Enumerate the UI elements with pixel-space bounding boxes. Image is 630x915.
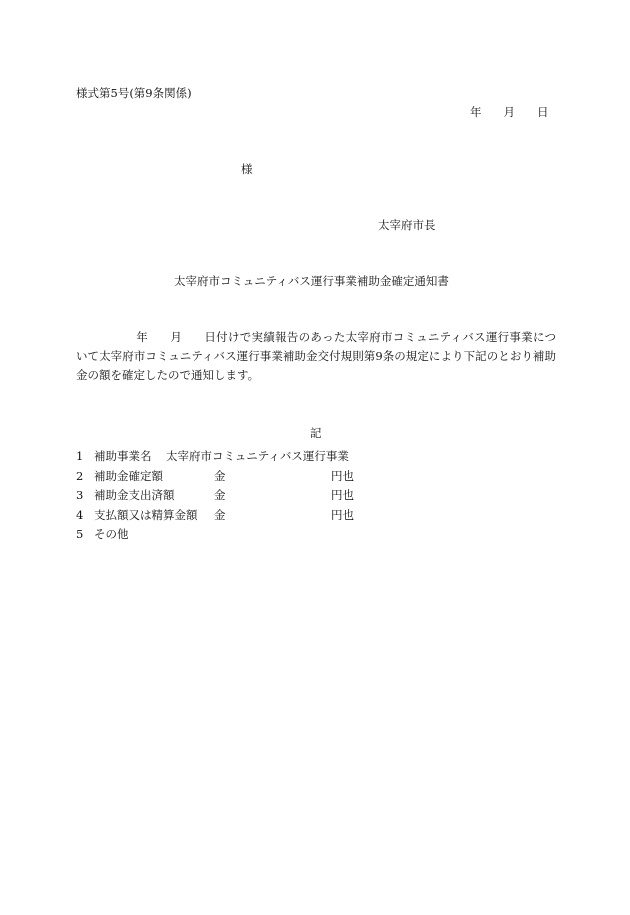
item-yen: 円也: [331, 468, 354, 483]
date-month-label: 月: [503, 105, 515, 119]
item-value: 太宰府市コミュニティバス運行事業: [166, 449, 349, 463]
item-number: 5: [76, 527, 84, 541]
item-label: 補助事業名: [94, 449, 152, 463]
item-label: 支払額又は精算金額: [94, 507, 198, 522]
form-number: 様式第5号(第9条関係): [76, 86, 192, 100]
list-item: [76, 467, 376, 487]
ki-heading: 記: [310, 426, 322, 440]
item-kin: 金: [214, 507, 226, 522]
item-kin: 金: [214, 468, 226, 483]
addressee-suffix: 様: [241, 162, 253, 176]
body-paragraph: [76, 328, 556, 385]
date-day-label: 日: [537, 105, 549, 119]
date-year-label: 年: [470, 105, 482, 119]
item-list: [76, 447, 376, 545]
body-month-label: 月: [170, 330, 183, 344]
item-label: 補助金確定額: [94, 468, 163, 483]
item-kin: 金: [214, 488, 226, 502]
issuer-name: 太宰府市長: [378, 218, 436, 232]
item-number: 1: [76, 449, 84, 463]
item-number: 3: [76, 488, 84, 502]
item-yen: 円也: [331, 488, 354, 502]
list-item: [76, 447, 376, 467]
body-year-label: 年: [136, 330, 149, 344]
document-title: 太宰府市コミュニティバス運行事業補助金確定通知書: [174, 274, 449, 288]
item-yen: 円也: [331, 507, 354, 522]
item-number: 2: [76, 468, 84, 483]
list-item: [76, 506, 376, 526]
body-sentence: 日付けで実績報告のあった太宰府市コミュニティバス運行事業について太宰府市コミュニティバス運行事業補助金交付規則第9条の規定により下記のとおり補助金の額を確定したので通知します。: [76, 330, 556, 382]
item-number: 4: [76, 507, 84, 522]
list-item: [76, 486, 376, 506]
item-label: その他: [94, 527, 129, 541]
item-label: 補助金支出済額: [94, 488, 175, 502]
list-item: [76, 525, 376, 545]
date-line: [470, 103, 549, 121]
